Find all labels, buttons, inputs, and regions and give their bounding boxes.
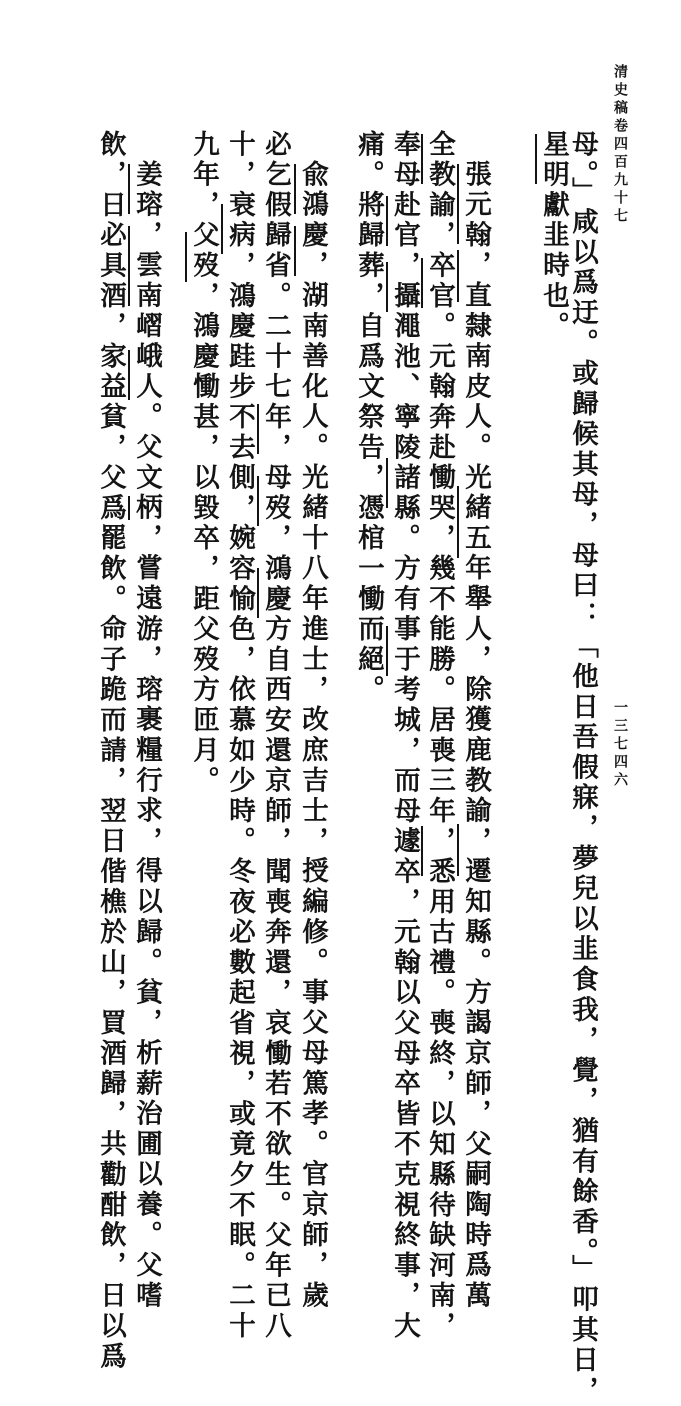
proper-name-mark [421, 826, 423, 876]
proper-name-mark [386, 458, 388, 508]
text-column-2: 母。」咸以爲迂。或歸候其母，母曰：「他日吾假寐，夢兒以韭食我，覺，猶有餘香。」叩其日， [567, 130, 598, 1406]
proper-name-mark [421, 134, 423, 184]
proper-name-mark [457, 824, 459, 876]
proper-name-mark [386, 626, 388, 676]
text-column-9: 十，衰病，鴻慶跬步不去側，婉容愉色，依慕如少時。冬夜必數起省視，或竟夕不眠。二十 [224, 130, 255, 1342]
proper-name-mark [257, 404, 259, 454]
proper-name-mark [128, 350, 130, 400]
proper-name-mark [128, 164, 130, 214]
proper-name-mark [128, 226, 130, 306]
proper-name-mark [421, 258, 423, 308]
text-column-6: 痛。將歸葬，自爲文祭告，憑棺一慟而絕。 [353, 130, 384, 706]
text-column-12: 飲，日必具酒，家益貧，父爲罷飲。命子跪而請，翌日偕樵於山，買酒歸，共勸酣飲，日以爲 [95, 130, 126, 1373]
text-column-11: 姜瑢，雲南嶍峨人。父文柄，嘗遠游，瑢裹糧行求，得以歸。貧，析薪治圃以養。父嗜 [131, 160, 162, 1312]
text-column-4: 全教諭，卒官。元翰奔赴慟哭，幾不能勝。居喪三年，悉用古禮。喪終，以知縣待缺河南， [424, 130, 455, 1342]
book-title-header: 清史稿卷四百九十七 [612, 64, 628, 226]
proper-name-mark [257, 568, 259, 618]
text-column-3: 張元翰，直隸南皮人。光緒五年舉人，除獲鹿教諭，遷知縣。方謁京師，父嗣陶時爲萬 [460, 160, 491, 1312]
proper-name-mark [185, 232, 187, 282]
proper-name-mark [457, 486, 459, 558]
proper-name-mark [257, 476, 259, 526]
proper-name-mark [535, 134, 537, 184]
proper-name-mark [457, 250, 459, 302]
proper-name-mark [128, 496, 130, 520]
text-column-7: 兪鴻慶，湖南善化人。光緒十八年進士，改庶吉士，授編修。事父母篤孝。官京師，歲 [297, 160, 328, 1312]
text-column-1: 星明獻韭時也。 [538, 130, 569, 343]
proper-name-mark [294, 164, 296, 214]
proper-name-mark [221, 204, 223, 254]
page-number: 一三七四六 [612, 700, 628, 790]
text-column-8: 必乞假歸省。二十七年，母歿，鴻慶方自西安還京師，聞喪奔還，哀慟若不欲生。父年已八 [260, 130, 291, 1342]
proper-name-mark [457, 164, 459, 244]
proper-name-mark [386, 196, 388, 246]
proper-name-mark [386, 262, 388, 312]
text-column-10: 九年，父歿，鴻慶慟甚，以毀卒，距父歿方匝月。 [188, 130, 219, 797]
proper-name-mark [294, 226, 296, 276]
text-column-5: 奉母赴官，攝澠池、寧陵諸縣。方有事于考城，而母遽卒，元翰以父母卒皆不克視終事，大 [389, 130, 420, 1342]
